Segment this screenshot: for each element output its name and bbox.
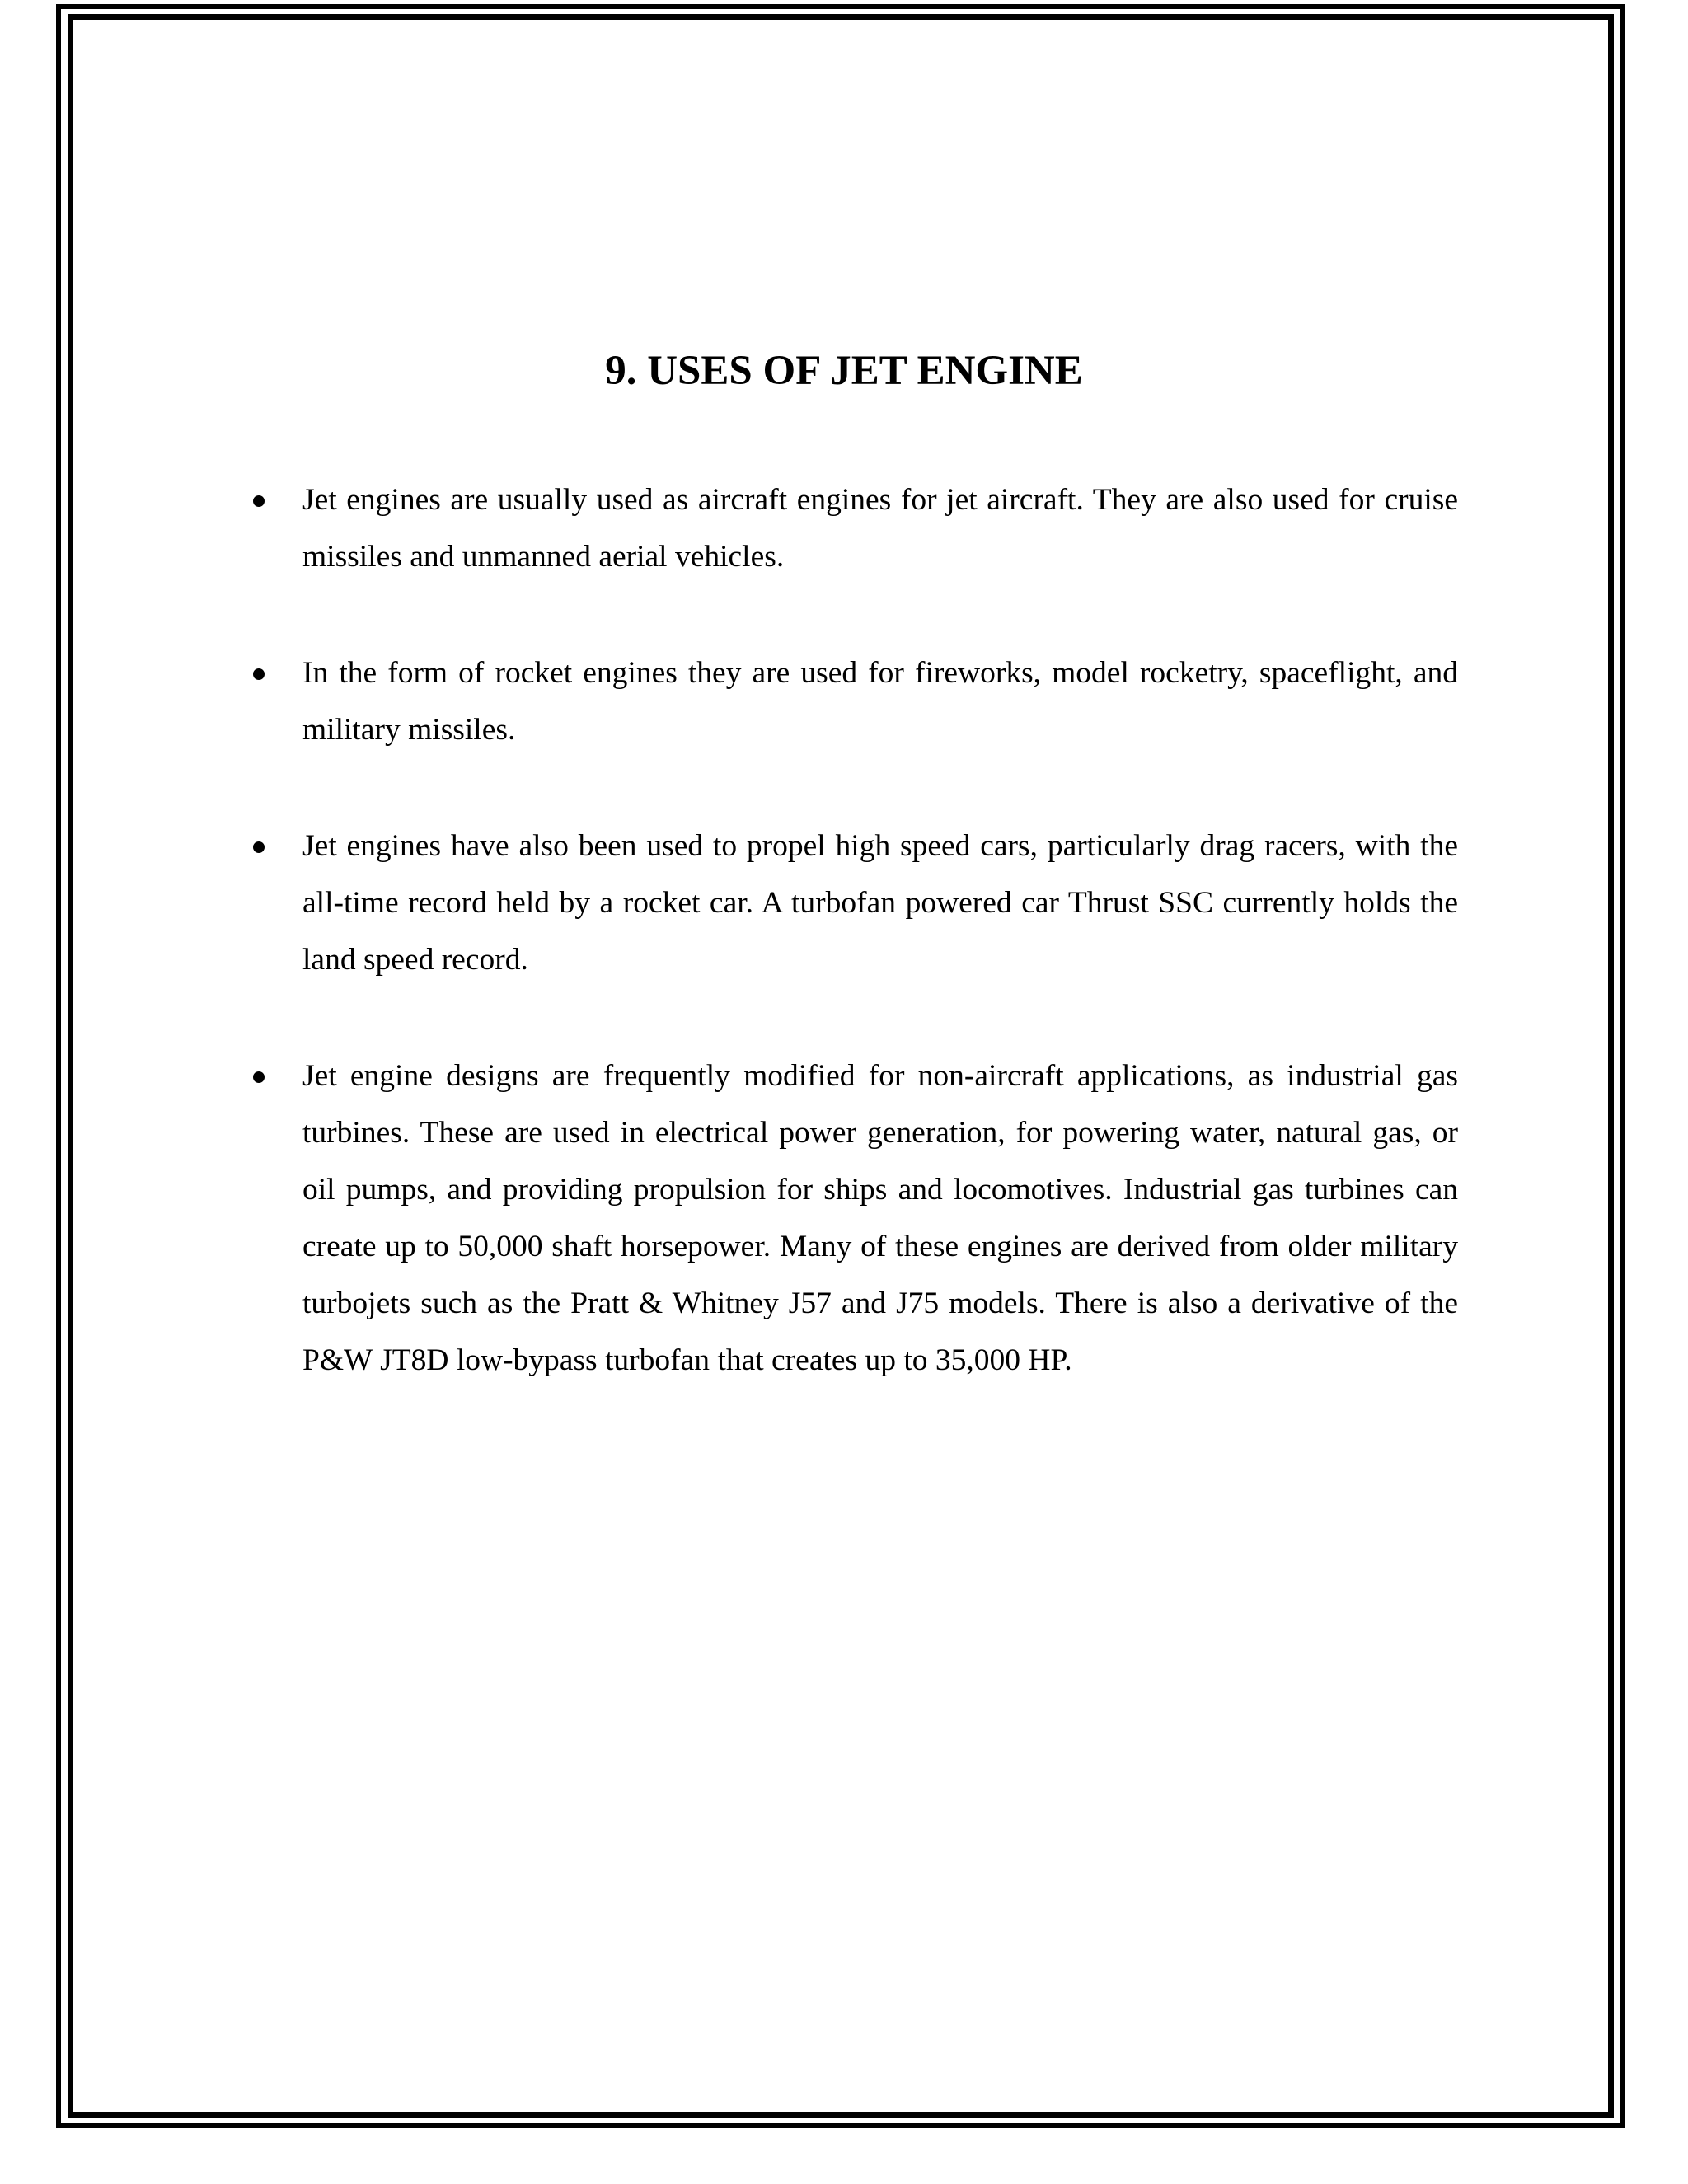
list-item bbox=[302, 471, 1458, 585]
bullet-icon bbox=[253, 495, 265, 507]
list-item bbox=[302, 818, 1458, 988]
list-item bbox=[302, 644, 1458, 758]
bullet-text: Jet engine designs are frequently modified for non-aircraft applications, as industrial gas turbines. These are used in electrical power generation, for powering water, natural gas, or oil pumps, and providing propulsion for ships and locomotives. Industrial gas turbines can create up to 50,000 shaft horsepower. Many of these engines are derived from older military turbojets such as the Pratt & Whitney J57 and J75 models. There is also a derivative of the P&W JT8D low-bypass turbofan that creates up to 35,000 HP. bbox=[302, 1059, 1458, 1377]
bullet-text: In the form of rocket engines they are used for fireworks, model rocketry, spaceflight, and military missiles. bbox=[302, 656, 1458, 747]
bullet-text: Jet engines have also been used to propel high speed cars, particularly drag racers, with the all-time record held by a rocket car. A turbofan powered car Thrust SSC currently holds the land speed record. bbox=[302, 829, 1458, 977]
bullet-text: Jet engines are usually used as aircraft engines for jet aircraft. They are also used for cruise missiles and unmanned aerial vehicles. bbox=[302, 483, 1458, 574]
bullet-icon bbox=[253, 1071, 265, 1083]
bullet-list bbox=[302, 471, 1458, 1448]
bullet-icon bbox=[253, 841, 265, 853]
list-item bbox=[302, 1047, 1458, 1389]
bullet-icon bbox=[253, 668, 265, 680]
page-title: 9. USES OF JET ENGINE bbox=[605, 348, 1083, 394]
